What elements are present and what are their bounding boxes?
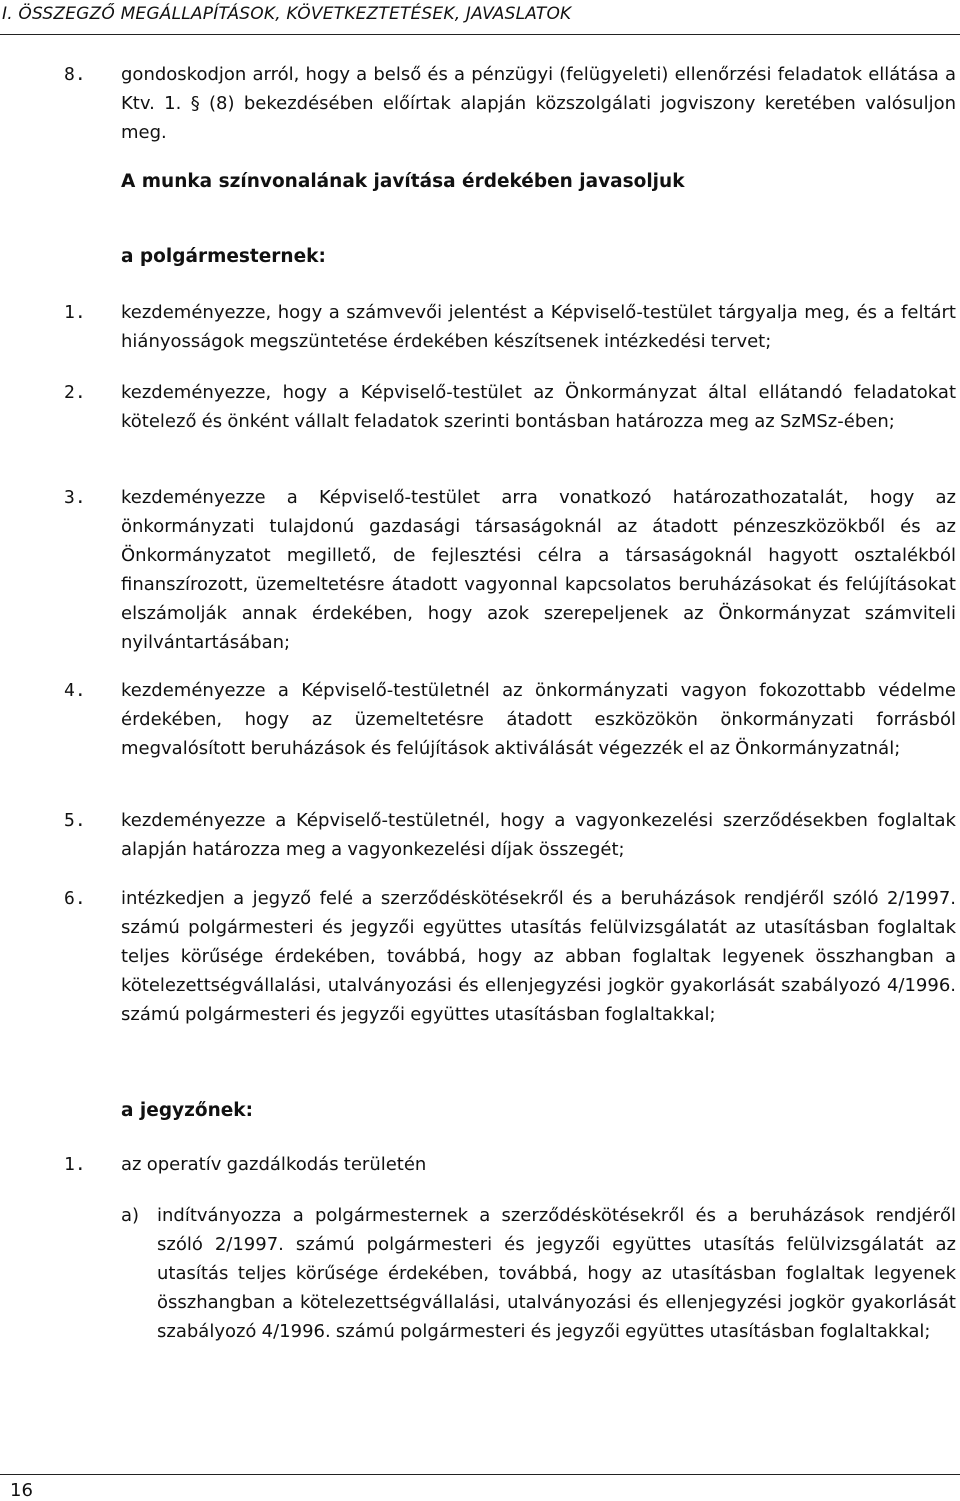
sub-item-text: indítványozza a polgármesternek a szerződéskötésekről és a beruházások rendjéről szóló 2/1997. számú polgármesteri és jegyzői együttes utasítás felülvizsgálatát az utasítás teljes körűsége érdekében, továbbá, hogy az utasításban foglaltak legyenek összhangban a kötelezettségvállalási, utalványozási és ellenjegyzési jogkör gyakorlását szabályozó 4/1996. számú polgármesteri és jegyzői együttes utasításban foglaltakkal; [157,1205,956,1342]
item-text: gondoskodjon arról, hogy a belső és a pénzügyi (felügyeleti) ellenőrzési feladatok ellátása a Ktv. 1. § (8) bekezdésében előírtak alapján közszolgálati jogviszony keretében valósuljon meg. [121,64,956,143]
recommendation-heading: A munka színvonalának javítása érdekében javasoljuk [121,171,685,192]
mayor-item-number: 4. [64,680,86,701]
page-footer-rule [0,1474,960,1475]
notary-heading: a jegyzőnek: [121,1100,254,1121]
mayor-heading: a polgármesternek: [121,246,326,267]
mayor-item-number: 2. [64,382,86,403]
mayor-item-text: intézkedjen a jegyző felé a szerződéskötésekről és a beruházások rendjéről szóló 2/1997. számú polgármesteri és jegyzői együttes utasítás felülvizsgálatát az utasításban foglaltak teljes körűsége érdekében, továbbá, hogy az abban foglaltak legyenek összhangban a kötelezettségvállalási, utalványozási és ellenjegyzési jogkör gyakorlását szabályozó 4/1996. számú polgármesteri és jegyzői együttes utasításban foglaltakkal; [121,888,956,1025]
mayor-item-text: kezdeményezze, hogy a számvevői jelentést a Képviselő-testület tárgyalja meg, és a feltárt hiányosságok megszüntetése érdekében készítsenek intézkedési tervet; [121,302,956,352]
mayor-item-text: kezdeményezze a Képviselő-testület arra vonatkozó határozathozatalát, hogy az önkormányzati tulajdonú gazdasági társaságoknál az átadott pénzeszközökből és az Önkormányzatot megillető, de fejlesztési célra a társaságoknál hagyott osztalékból finanszírozott, üzemeltetésre átadott vagyonnal kapcsolatos beruházásokat és felújításokat elszámolják annak érdekében, hogy azok szerepeljenek az Önkormányzat számviteli nyilvántartásában; [121,487,956,653]
notary-item-text: az operatív gazdálkodás területén [121,1154,427,1175]
mayor-item-number: 1. [64,302,86,323]
mayor-item-number: 3. [64,487,86,508]
mayor-item-number: 5. [64,810,86,831]
mayor-item-text: kezdeményezze, hogy a Képviselő-testület az Önkormányzat által ellátandó feladatokat kötelező és önként vállalt feladatok szerinti bontásban határozza meg az SzMSz-ében; [121,382,956,432]
page-number: 16 [10,1480,33,1501]
notary-item-number: 1. [64,1154,86,1175]
mayor-item-text: kezdeményezze a Képviselő-testületnél az önkormányzati vagyon fokozottabb védelme érdekében, hogy az üzemeltetésre átadott eszközökön önkormányzati forrásból megvalósított beruházások és felújítások aktiválását végezzék el az Önkormányzatnál; [121,680,956,759]
item-number: 8. [64,64,86,85]
mayor-item-number: 6. [64,888,86,909]
sub-item-letter: a) [121,1205,140,1226]
mayor-item-text: kezdeményezze a Képviselő-testületnél, hogy a vagyonkezelési szerződésekben foglaltak alapján határozza meg a vagyonkezelési díjak összegét; [121,810,956,860]
page-header [0,0,960,35]
header-title: I. ÖSSZEGZŐ MEGÁLLAPÍTÁSOK, KÖVETKEZTETÉSEK, JAVASLATOK [2,4,572,24]
